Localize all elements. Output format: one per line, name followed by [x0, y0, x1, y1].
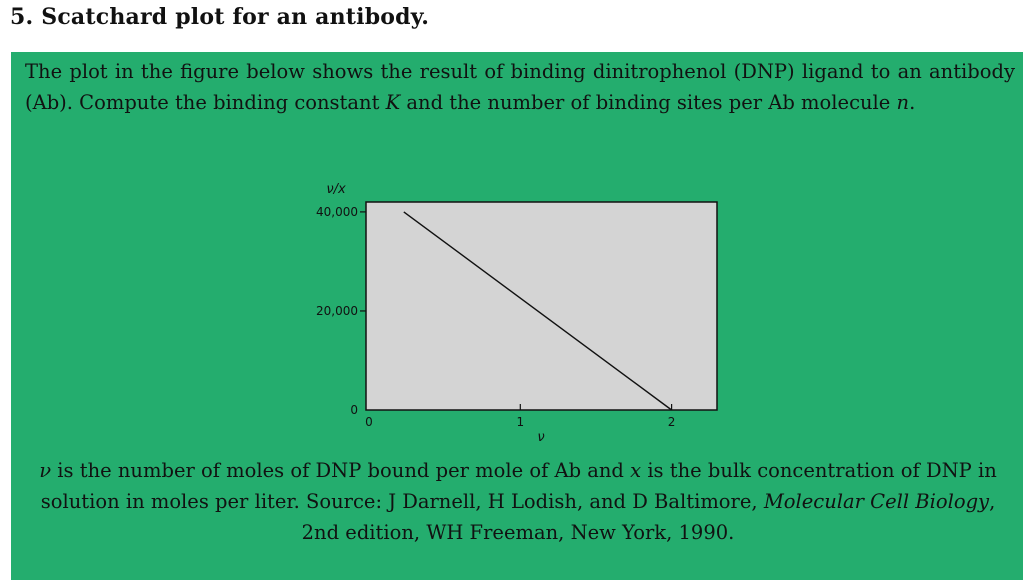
intro-var-k: K [385, 91, 401, 114]
intro-text-b: and the number of binding sites per Ab molecule [400, 91, 897, 114]
caption-var-nu: ν [39, 459, 52, 482]
intro-text-a: The plot in the figure below shows the result of binding dinitrophenol (DNP) ligand to an antibody (Ab). Compute the binding constant [25, 60, 1015, 114]
x-tick-label: 2 [667, 415, 676, 429]
y-tick-label: 20,000 [316, 303, 358, 318]
caption-text-c: , 2nd edition, WH Freeman, New York, 1990. [301, 490, 996, 544]
x-axis-title: ν [537, 430, 545, 445]
problem-heading: 5. Scatchard plot for an antibody. [10, 4, 430, 30]
y-axis-title: ν/x [326, 182, 346, 197]
caption-text-b: is the bulk concentration of DNP in solution in moles per liter. Source: J Darnell, H Lodish, and D Baltimore, [40, 459, 997, 513]
plot-area [366, 202, 717, 410]
caption-book-title: Molecular Cell Biology [763, 490, 990, 513]
x-tick-label: 1 [516, 415, 525, 429]
caption-text-a: is the number of moles of DNP bound per mole of Ab and [51, 459, 631, 482]
y-tick-label: 40,000 [316, 204, 358, 219]
x-tick-label: 0 [365, 415, 373, 429]
intro-var-n: n [896, 91, 910, 114]
intro-text-c: . [909, 91, 916, 114]
y-tick-label: 0 [350, 403, 358, 417]
caption-var-x: x [630, 459, 642, 482]
